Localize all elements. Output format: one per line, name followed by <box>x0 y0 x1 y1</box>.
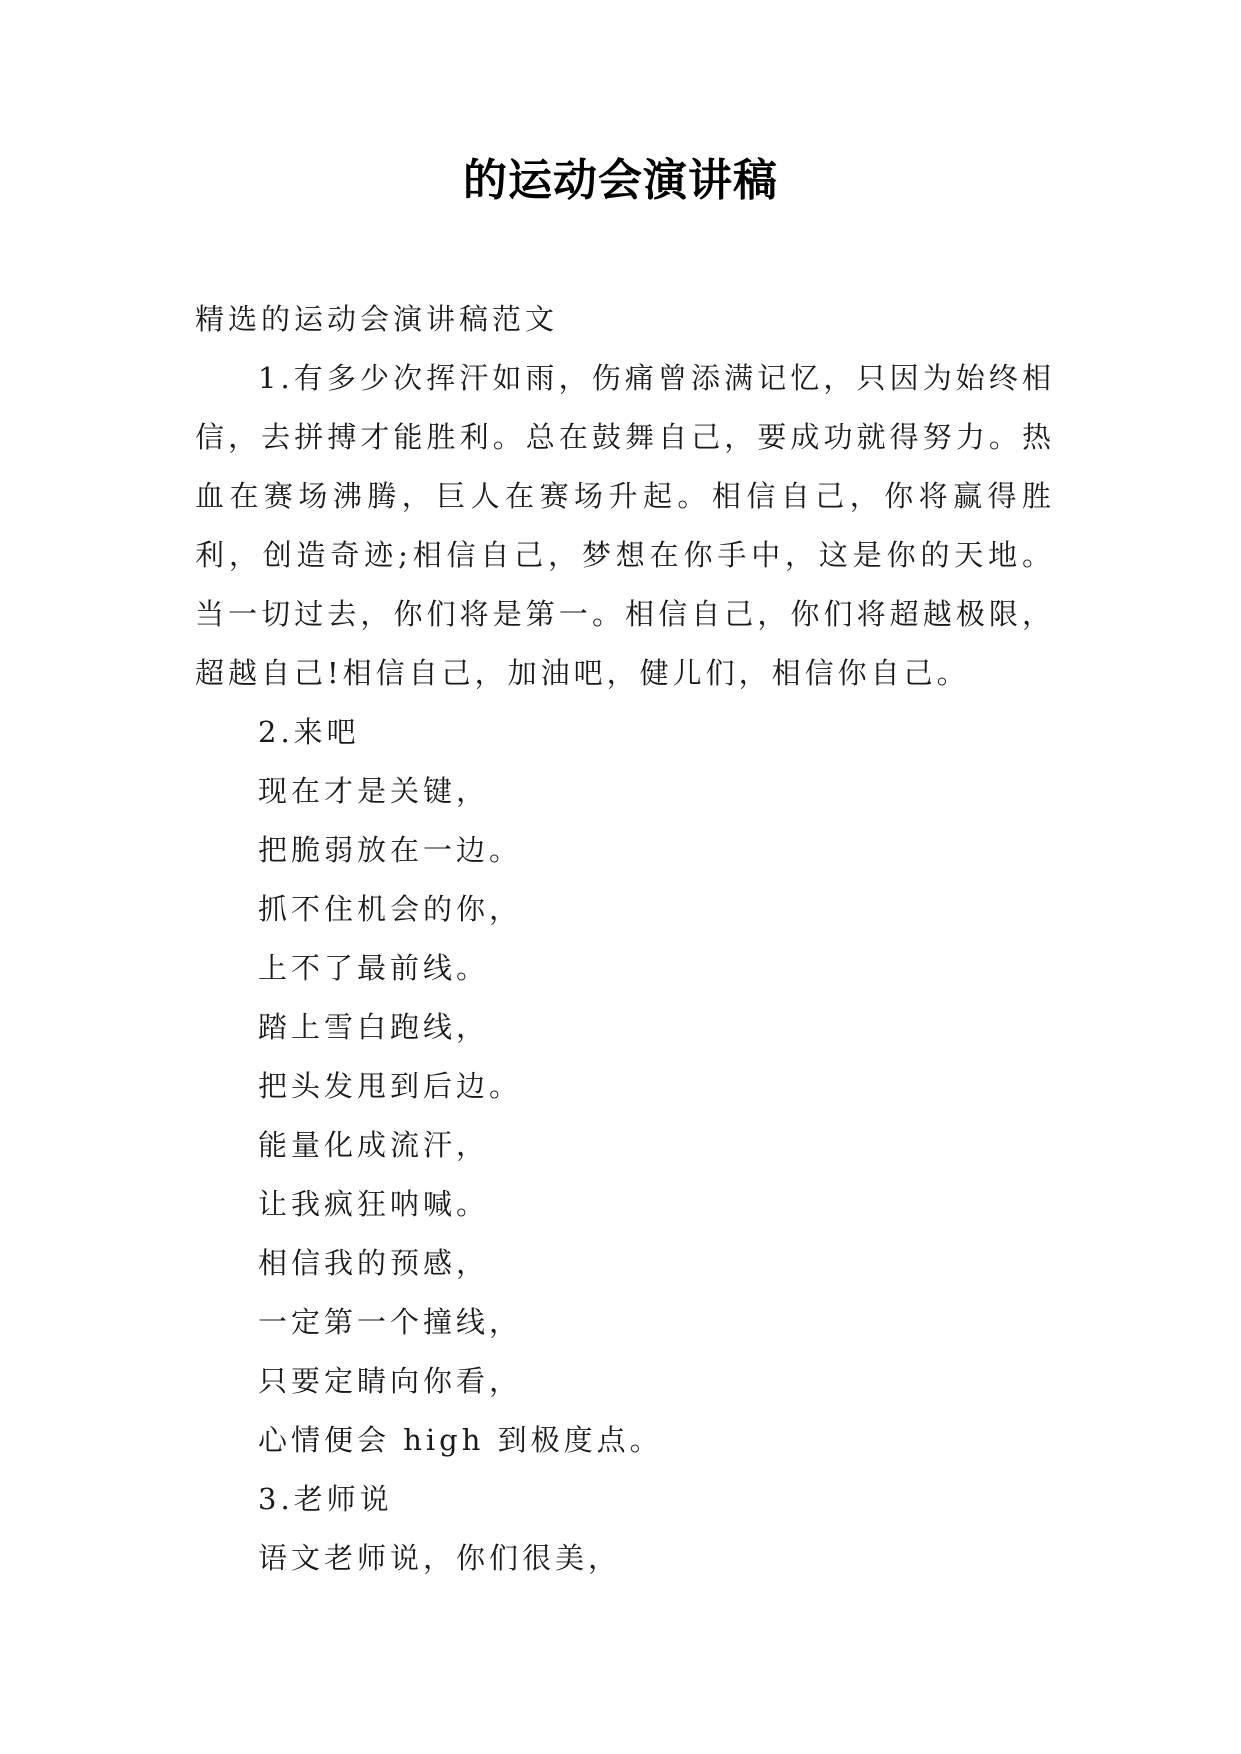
section-2-poem <box>195 762 1055 1470</box>
poem-line: 踏上雪白跑线， <box>258 1010 490 1044</box>
poem-line: 只要定睛向你看， <box>258 1364 523 1398</box>
poem-line: 相信我的预感， <box>258 1246 490 1280</box>
poem-line: 语文老师说，你们很美， <box>258 1541 622 1575</box>
section-3-poem <box>195 1529 1055 1588</box>
poem-line: 心情便会 high 到极度点。 <box>258 1423 663 1457</box>
section-3-heading: 3.老师说 <box>258 1482 393 1516</box>
poem-line: 把头发甩到后边。 <box>258 1069 523 1103</box>
poem-line: 上不了最前线。 <box>258 951 490 985</box>
poem-line: 把脆弱放在一边。 <box>258 833 523 867</box>
section-1-paragraph: 1.有多少次挥汗如雨，伤痛曾添满记忆，只因为始终相信，去拼搏才能胜利。总在鼓舞自己，要成功就得努力。热血在赛场沸腾，巨人在赛场升起。相信自己，你将赢得胜利，创造奇迹;相信自己，梦想在你手中，这是你的天地。当一切过去，你们将是第一。相信自己，你们将超越极限，超越自己!相信自己，加油吧，健儿们，相信你自己。 <box>195 361 1055 690</box>
poem-line: 能量化成流汗， <box>258 1128 490 1162</box>
document-body <box>195 290 1055 1588</box>
document-title: 的运动会演讲稿 <box>463 155 778 206</box>
poem-line: 抓不住机会的你， <box>258 892 523 926</box>
section-2-heading: 2.来吧 <box>258 715 360 749</box>
poem-line: 让我疯狂呐喊。 <box>258 1187 490 1221</box>
intro-line: 精选的运动会演讲稿范文 <box>195 302 559 336</box>
poem-line: 一定第一个撞线， <box>258 1305 523 1339</box>
poem-line: 现在才是关键， <box>258 774 490 808</box>
